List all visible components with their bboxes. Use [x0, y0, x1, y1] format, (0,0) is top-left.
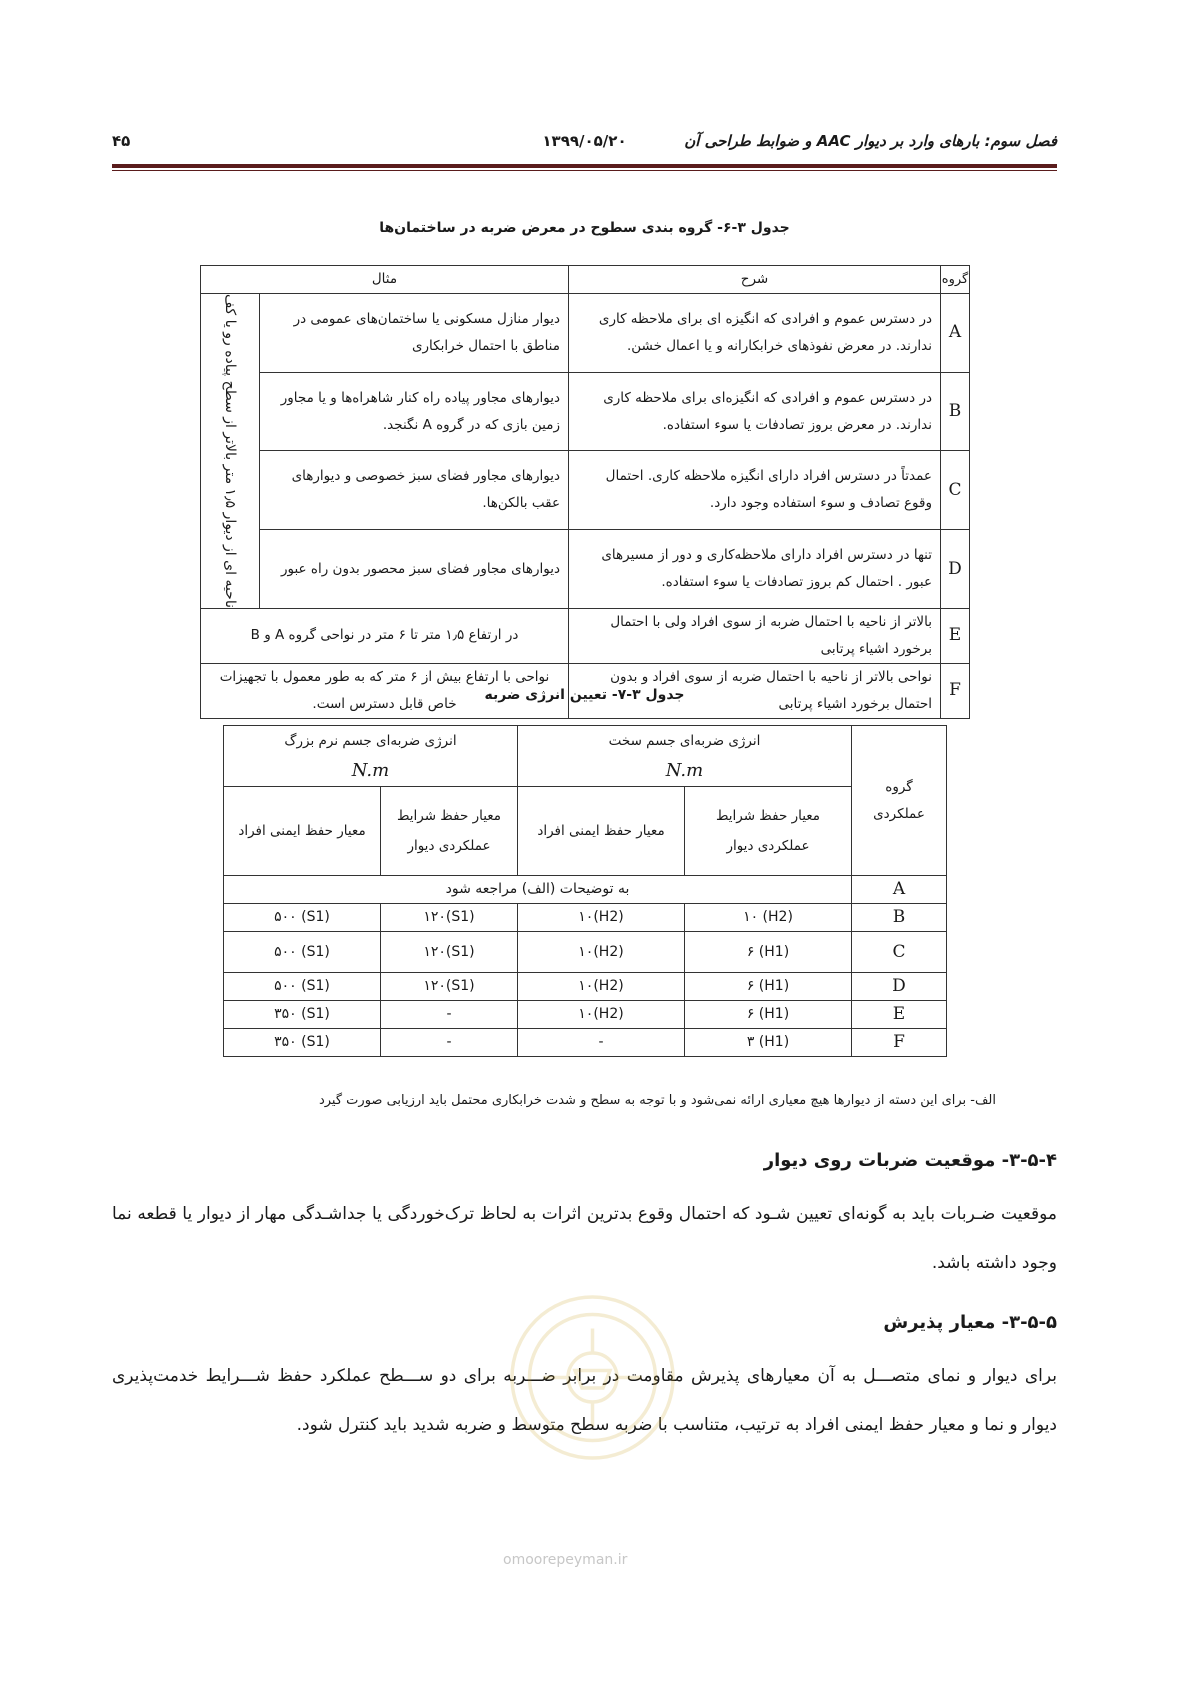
- description-cell: بالاتر از ناحیه با احتمال ضربه از سوی افراد ولی با احتمال برخورد اشیاء پرتابی: [569, 608, 941, 663]
- group-cell: A: [941, 294, 970, 373]
- value-cell: (H2)۱۰: [518, 932, 685, 973]
- group-cell: E: [852, 1001, 947, 1029]
- table-row: [224, 1029, 947, 1057]
- value-cell: (H1) ۳: [685, 1029, 852, 1057]
- value-cell: -: [381, 1001, 518, 1029]
- value-cell: (S1) ۵۰۰: [224, 904, 381, 932]
- table2: [223, 725, 947, 1057]
- soft-unit: N.m: [351, 760, 390, 781]
- value-cell: (H2)۱۰: [518, 904, 685, 932]
- watermark-seal-icon: [505, 1290, 680, 1465]
- example-cell: نواحی با ارتفاع بیش از ۶ متر که به طور معمول با تجهیزات خاص قابل دسترس است.: [201, 663, 569, 718]
- subheader-hard-wall: معیار حفظ شرایط عملکردی دیوار: [685, 787, 852, 876]
- section-heading: ۳-۵-۴- موقعیت ضربات روی دیوار: [763, 1150, 1057, 1171]
- section-heading: ۳-۵-۵- معیار پذیرش: [883, 1312, 1057, 1333]
- soft-header-label: انرژی ضربه‌ای جسم نرم بزرگ: [284, 733, 457, 749]
- chapter-title: فصل سوم: بارهای وارد بر دیوار AAC و ضوابط طراحی آن: [684, 132, 1057, 150]
- table2-footnote: الف- برای این دسته از دیوارها هیچ معیاری ارائه نمی‌شود و با توجه به سطح و شدت خرابکاری محتمل باید ارزیابی صورت گیرد: [318, 1093, 996, 1108]
- group-cell: F: [941, 663, 970, 718]
- value-cell: -: [518, 1029, 685, 1057]
- group-cell: D: [852, 973, 947, 1001]
- value-cell: -: [381, 1029, 518, 1057]
- subheader-soft-safety: معیار حفظ ایمنی افراد: [224, 787, 381, 876]
- table-row: [201, 451, 970, 530]
- table-header-row: [224, 726, 947, 787]
- col-header-group: گروه: [941, 266, 970, 294]
- table-row: [201, 372, 970, 451]
- watermark-text: omoorepeyman.ir: [503, 1552, 628, 1568]
- group-cell: C: [852, 932, 947, 973]
- group-cell: B: [852, 904, 947, 932]
- col-header-group: گروه عملکردی: [852, 726, 947, 876]
- value-cell: (S1)۱۲۰: [381, 973, 518, 1001]
- description-cell: در دسترس عموم و افرادی که انگیزه ای برای ملاحظه کاری ندارند. در معرض نفوذهای خرابکارانه و یا اعمال خشن.: [569, 294, 941, 373]
- example-cell: دیوارهای مجاور فضای سبز خصوصی و دیوارهای عقب بالکن‌ها.: [260, 451, 569, 530]
- description-cell: تنها در دسترس افراد دارای ملاحظه‌کاری و دور از مسیرهای عبور . احتمال کم بروز تصادفات یا سوء استفاده.: [569, 530, 941, 609]
- value-cell: (S1)۱۲۰: [381, 932, 518, 973]
- value-cell: (H2) ۱۰: [685, 904, 852, 932]
- example-cell: دیوار منازل مسکونی یا ساختمان‌های عمومی در مناطق با احتمال خرابکاری: [260, 294, 569, 373]
- group-cell: E: [941, 608, 970, 663]
- subheader-hard-safety: معیار حفظ ایمنی افراد: [518, 787, 685, 876]
- table-row: [224, 904, 947, 932]
- header-date: ۱۳۹۹/۰۵/۲۰: [542, 132, 627, 150]
- value-cell: (S1) ۵۰۰: [224, 973, 381, 1001]
- side-label: ناحیه ای از دیوار ۱٫۵ متر بالاتر از سطح پیاده رو یا کف: [222, 294, 238, 608]
- hard-header-label: انرژی ضربه‌ای جسم سخت: [608, 733, 761, 749]
- table1: [200, 265, 970, 719]
- group-cell: C: [941, 451, 970, 530]
- subheader-soft-wall: معیار حفظ شرایط عملکردی دیوار: [381, 787, 518, 876]
- header-rule-thin: [112, 170, 1057, 171]
- table2-caption: جدول ۳-۷- تعیین انرژی ضربه: [484, 687, 685, 703]
- note-cell: به توضیحات (الف) مراجعه شود: [224, 876, 852, 904]
- section-body: موقعیت ضـربات باید به گونه‌ای تعیین شـود که احتمال وقوع بدترین اثرات به لحاظ ترک‌خوردگی یا جداشـدگی مهار از دیوار یا قطعه نما وجود داشته باشد.: [112, 1204, 1057, 1273]
- value-cell: (H1) ۶: [685, 932, 852, 973]
- value-cell: (S1) ۵۰۰: [224, 932, 381, 973]
- table-row: [201, 294, 970, 373]
- side-label-cell: [201, 294, 260, 609]
- description-cell: عمدتاً در دسترس افراد دارای انگیزه ملاحظه کاری. احتمال وقوع تصادف و سوء استفاده وجود دارد.: [569, 451, 941, 530]
- value-cell: (H2)۱۰: [518, 1001, 685, 1029]
- value-cell: (H1) ۶: [685, 973, 852, 1001]
- value-cell: (H1) ۶: [685, 1001, 852, 1029]
- col-header-hard: [518, 726, 852, 787]
- value-cell: (S1)۱۲۰: [381, 904, 518, 932]
- table-row: [201, 608, 970, 663]
- table-subheader-row: [224, 787, 947, 876]
- example-cell: دیوارهای مجاور فضای سبز محصور بدون راه عبور: [260, 530, 569, 609]
- col-header-example: مثال: [201, 266, 569, 294]
- table1-caption: جدول ۳-۶- گروه بندی سطوح در معرض ضربه در ساختمان‌ها: [379, 220, 790, 236]
- table-row: [224, 1001, 947, 1029]
- table-row: [201, 530, 970, 609]
- description-cell: در دسترس عموم و افرادی که انگیزه‌ای برای ملاحظه کاری ندارند. در معرض بروز تصادفات یا سوء استفاده.: [569, 372, 941, 451]
- col-header-description: شرح: [569, 266, 941, 294]
- table-header-row: [201, 266, 970, 294]
- page-number: ۴۵: [112, 132, 131, 150]
- example-cell: دیوارهای مجاور پیاده راه کنار شاهراه‌ها و یا مجاور زمین بازی که در گروه A نگنجد.: [260, 372, 569, 451]
- table-row: [224, 932, 947, 973]
- table-row: [224, 973, 947, 1001]
- page-header: [112, 128, 1057, 156]
- section-body: برای دیوار و نمای متصـــل به آن معیارهای پذیرش مقاومت در برابر ضـــربه برای دو ســـطح عملکرد حفظ شـــرایط خدمت‌پذیری دیوار و نما و معیار حفظ ایمنی افراد به ترتیب، متناسب با ضربه سطح متوسط و ضربه شدید باید کنترل شود.: [112, 1366, 1057, 1435]
- header-rule: [112, 164, 1057, 168]
- value-cell: (S1) ۳۵۰: [224, 1001, 381, 1029]
- group-cell: B: [941, 372, 970, 451]
- group-cell: F: [852, 1029, 947, 1057]
- col-header-soft: [224, 726, 518, 787]
- table-row: [224, 876, 947, 904]
- group-cell: A: [852, 876, 947, 904]
- hard-unit: N.m: [665, 760, 704, 781]
- value-cell: (H2)۱۰: [518, 973, 685, 1001]
- group-cell: D: [941, 530, 970, 609]
- example-cell: در ارتفاع ۱٫۵ متر تا ۶ متر در نواحی گروه A و B: [201, 608, 569, 663]
- value-cell: (S1) ۳۵۰: [224, 1029, 381, 1057]
- description-cell: نواحی بالاتر از ناحیه با احتمال ضربه از سوی افراد و بدون احتمال برخورد اشیاء پرتابی: [569, 663, 941, 718]
